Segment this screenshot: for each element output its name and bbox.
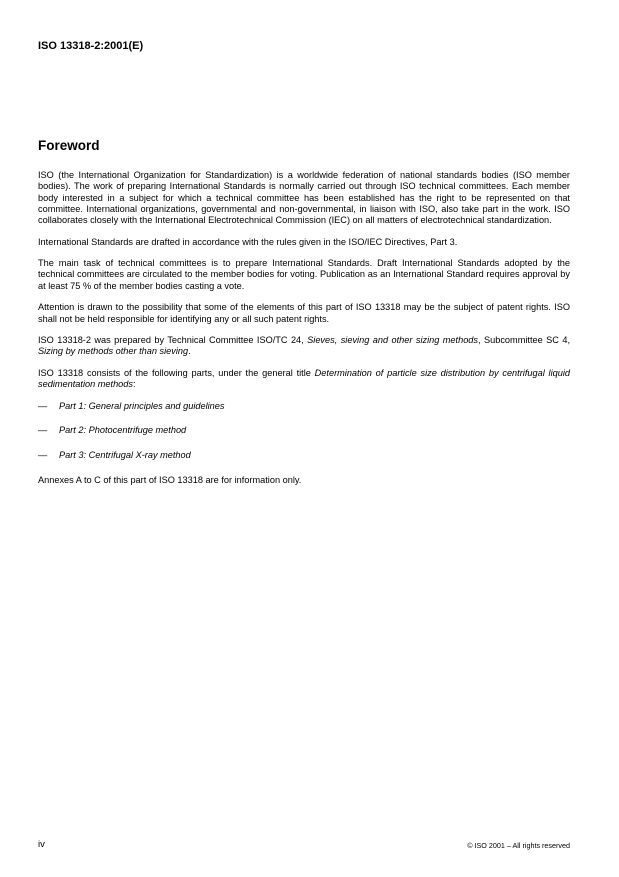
page-number: iv	[38, 839, 45, 850]
list-dash: —	[38, 425, 48, 436]
list-item	[38, 425, 570, 436]
parts-intro-colon: :	[133, 379, 136, 390]
paragraph-prepared-by	[38, 335, 570, 358]
part-3-title: Part 3: Centrifugal X-ray method	[59, 450, 191, 461]
committee-title: Sieves, sieving and other sizing methods	[307, 335, 479, 346]
general-title: Determination of particle size distribution by centrifugal liquid sedimentation methods	[38, 367, 570, 390]
list-item	[38, 401, 570, 412]
page-title: Foreword	[38, 138, 100, 153]
paragraph-iso-intro: ISO (the International Organization for Standardization) is a worldwide federation of national standards bodies (ISO member bodies). The work of preparing International Standards is normally carried out through ISO technical committees. Each member body interested in a subject for which a technical committee has been established has the right to be represented on that committee. International organizations, governmental and non-governmental, in liaison with ISO, also take part in the work. ISO collaborates closely with the International Electrotechnical Commission (IEC) on all matters of electrotechnical standardization.	[38, 170, 570, 226]
subcommittee-title: Sizing by methods other than sieving	[38, 346, 189, 357]
paragraph-main-task: The main task of technical committees is to prepare International Standards. Draft International Standards adopted by the technical committees are circulated to the member bodies for voting. Publication as an International Standard requires approval by at least 75 % of the member bodies casting a vote.	[38, 258, 570, 291]
paragraph-directives: International Standards are drafted in accordance with the rules given in the ISO/IEC Directives, Part 3.	[38, 236, 458, 247]
paragraph-annexes: Annexes A to C of this part of ISO 13318 are for information only.	[38, 475, 302, 486]
list-item	[38, 450, 570, 461]
paragraph-parts-intro	[38, 368, 570, 391]
paragraph-patent-rights: Attention is drawn to the possibility that some of the elements of this part of ISO 13318 may be the subject of patent rights. ISO shall not be held responsible for identifying any or all such patent rights.	[38, 302, 570, 324]
parts-intro-text: ISO 13318 consists of the following parts, under the general title	[38, 367, 315, 378]
foreword-body	[38, 170, 570, 497]
document-id: ISO 13318-2:2001(E)	[38, 40, 144, 52]
part-2-title: Part 2: Photocentrifuge method	[59, 425, 187, 436]
copyright-notice: © ISO 2001 – All rights reserved	[467, 841, 570, 850]
prepared-by-text: ISO 13318-2 was prepared by Technical Committee ISO/TC 24,	[38, 335, 308, 346]
subcommittee-text: , Subcommittee SC 4,	[478, 335, 570, 346]
sentence-end: .	[188, 346, 191, 357]
list-dash: —	[38, 400, 48, 411]
list-dash: —	[38, 450, 48, 461]
part-1-title: Part 1: General principles and guidelines	[59, 400, 225, 411]
